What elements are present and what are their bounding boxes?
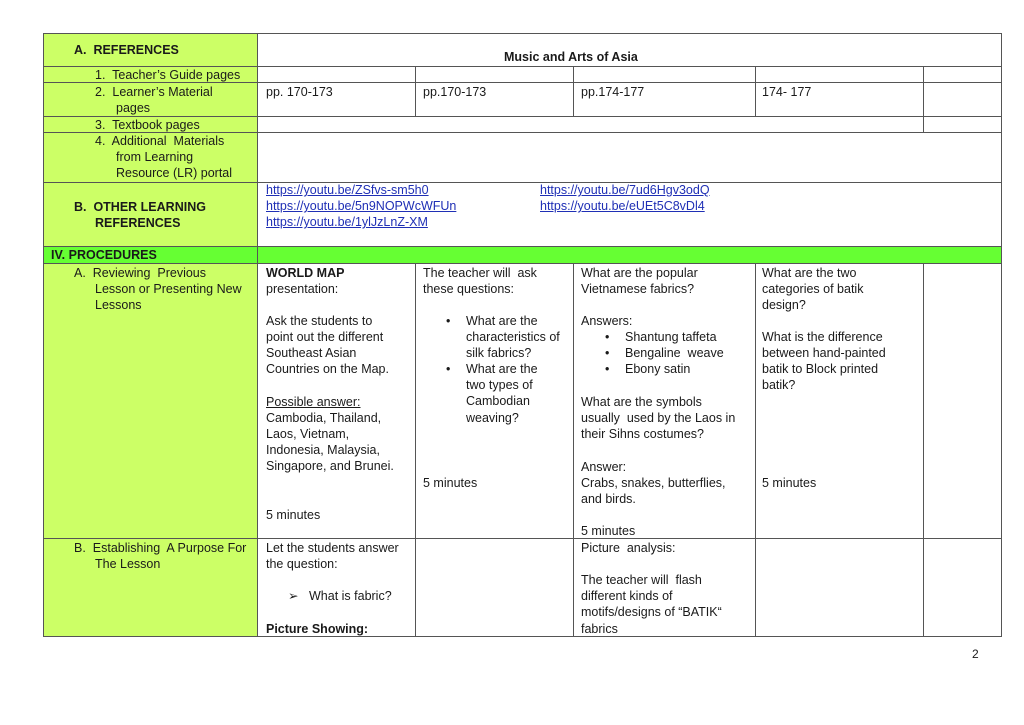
question2-line: usually used by the Laos in (581, 411, 736, 425)
time-allotment: 5 minutes (581, 524, 636, 538)
purpose-day1-cell (257, 538, 416, 637)
review-day1-line: Southeast Asian (266, 346, 357, 360)
question-line: What is the difference (762, 330, 883, 344)
fabric-answer: Ebony satin (625, 362, 691, 376)
review-day2-intro: these questions: (423, 282, 515, 296)
purpose-label-2: The Lesson (95, 557, 161, 571)
review-label-3: Lessons (95, 298, 142, 312)
additional-label-2: from Learning (116, 150, 194, 164)
time-allotment: 5 minutes (762, 476, 817, 490)
textbook-cell-end (923, 116, 1002, 133)
references-label-cell (43, 33, 258, 67)
review-day1-line: presentation: (266, 282, 339, 296)
video-link-4[interactable]: https://youtu.be/eUEt5C8vDl4 (540, 199, 705, 213)
question-line: characteristics of (466, 330, 560, 344)
purpose-label-1: B. Establishing A Purpose For (74, 541, 247, 555)
textbook-cell (257, 116, 924, 133)
fabric-answer: Bengaline weave (625, 346, 724, 360)
lm-pages-1: pp. 170-173 (266, 85, 333, 99)
lm-cell-2 (415, 82, 574, 117)
references-heading: A. REFERENCES (74, 43, 179, 57)
references-title-cell (257, 33, 1002, 67)
answer-line: Laos, Vietnam, (266, 427, 350, 441)
bullet-icon: • (605, 330, 610, 344)
lm-cell-4 (755, 82, 924, 117)
answer2-line: Crabs, snakes, butterflies, (581, 476, 726, 490)
lm-cell-5 (923, 82, 1002, 117)
teachers-guide-label: 1. Teacher’s Guide pages (95, 68, 241, 82)
purpose-line: motifs/designs of “BATIK“ (581, 605, 722, 619)
purpose-line: fabrics (581, 622, 618, 636)
textbook-label: 3. Textbook pages (95, 118, 200, 132)
arrow-bullet-icon: ➢ (288, 589, 299, 603)
review-day1-line: point out the different (266, 330, 384, 344)
tg-cell-4 (755, 66, 924, 83)
question-line: What are the (466, 314, 538, 328)
world-map-heading: WORLD MAP (266, 266, 345, 280)
tg-cell-1 (257, 66, 416, 83)
other-references-heading-1: B. OTHER LEARNING (74, 200, 206, 214)
other-references-links-cell (257, 182, 1002, 247)
question-line: between hand-painted (762, 346, 886, 360)
lm-pages-3: pp.174-177 (581, 85, 645, 99)
question2-line: What are the symbols (581, 395, 702, 409)
review-day2-cell (415, 263, 574, 539)
purpose-line: The teacher will flash (581, 573, 702, 587)
procedures-heading: IV. PROCEDURES (51, 248, 157, 262)
time-allotment: 5 minutes (266, 508, 321, 522)
fabric-answer: Shantung taffeta (625, 330, 717, 344)
lm-cell-1 (257, 82, 416, 117)
bullet-icon: • (446, 314, 451, 328)
learners-material-label-cell (43, 82, 258, 117)
additional-label-1: 4. Additional Materials (95, 134, 225, 148)
review-day3-intro: What are the popular (581, 266, 698, 280)
purpose-label-cell (43, 538, 258, 637)
bullet-icon: • (605, 362, 610, 376)
teachers-guide-label-cell (43, 66, 258, 83)
review-label-cell (43, 263, 258, 539)
tg-cell-2 (415, 66, 574, 83)
other-references-heading-2: REFERENCES (95, 216, 181, 230)
picture-showing-label: Picture Showing: (266, 622, 369, 636)
review-day1-line: Countries on the Map. (266, 362, 389, 376)
learners-material-label-2: pages (116, 101, 151, 115)
bullet-icon: • (605, 346, 610, 360)
tg-cell-3 (573, 66, 756, 83)
review-day3-intro: Vietnamese fabrics? (581, 282, 695, 296)
question2-line: their Sihns costumes? (581, 427, 704, 441)
page-number: 2 (972, 647, 979, 661)
purpose-line: the question: (266, 557, 338, 571)
purpose-day5-cell (923, 538, 1002, 637)
procedures-label-cell (43, 246, 258, 264)
review-day1-cell (257, 263, 416, 539)
purpose-line: Let the students answer (266, 541, 399, 555)
review-day1-line: Ask the students to (266, 314, 373, 328)
review-day2-intro: The teacher will ask (423, 266, 537, 280)
time-allotment: 5 minutes (423, 476, 478, 490)
question-line: What are the two (762, 266, 857, 280)
lm-cell-3 (573, 82, 756, 117)
question-line: silk fabrics? (466, 346, 532, 360)
additional-label-3: Resource (LR) portal (116, 166, 233, 180)
question-line: batik? (762, 378, 796, 392)
question-line: batik to Block printed (762, 362, 879, 376)
possible-answer-label: Possible answer: (266, 395, 361, 409)
lesson-title: Music and Arts of Asia (504, 50, 638, 64)
answer-line: Cambodia, Thailand, (266, 411, 382, 425)
review-day3-cell (573, 263, 756, 539)
textbook-label-cell (43, 116, 258, 133)
video-link-3[interactable]: https://youtu.be/5n9NOPWcWFUn (266, 199, 457, 213)
answer2-label: Answer: (581, 460, 627, 474)
lm-pages-2: pp.170-173 (423, 85, 487, 99)
purpose-day2-cell (415, 538, 574, 637)
review-label-2: Lesson or Presenting New (95, 282, 242, 296)
question-line: What are the (466, 362, 538, 376)
review-label-1: A. Reviewing Previous (74, 266, 207, 280)
learners-material-label-1: 2. Learner’s Material (95, 85, 213, 99)
question-line: weaving? (466, 411, 519, 425)
review-day4-cell (755, 263, 924, 539)
purpose-day3-cell (573, 538, 756, 637)
tg-cell-5 (923, 66, 1002, 83)
answer2-line: and birds. (581, 492, 636, 506)
question-line: categories of batik (762, 282, 864, 296)
video-link-5[interactable]: https://youtu.be/1ylJzLnZ-XM (266, 215, 428, 229)
bullet-icon: • (446, 362, 451, 376)
answers-label: Answers: (581, 314, 633, 328)
other-references-label-cell (43, 182, 258, 247)
purpose-line: Picture analysis: (581, 541, 676, 555)
additional-materials-cell (257, 132, 1002, 183)
question-line: two types of (466, 378, 533, 392)
video-link-1[interactable]: https://youtu.be/ZSfvs-sm5h0 (266, 183, 429, 197)
procedures-band (257, 246, 1002, 264)
lm-pages-4: 174- 177 (762, 85, 812, 99)
purpose-line: different kinds of (581, 589, 673, 603)
review-day5-cell (923, 263, 1002, 539)
purpose-question: What is fabric? (309, 589, 392, 603)
question-line: design? (762, 298, 806, 312)
question-line: Cambodian (466, 394, 530, 408)
purpose-day4-cell (755, 538, 924, 637)
answer-line: Singapore, and Brunei. (266, 459, 394, 473)
additional-materials-label-cell (43, 132, 258, 183)
video-link-2[interactable]: https://youtu.be/7ud6Hgv3odQ (540, 183, 710, 197)
answer-line: Indonesia, Malaysia, (266, 443, 380, 457)
